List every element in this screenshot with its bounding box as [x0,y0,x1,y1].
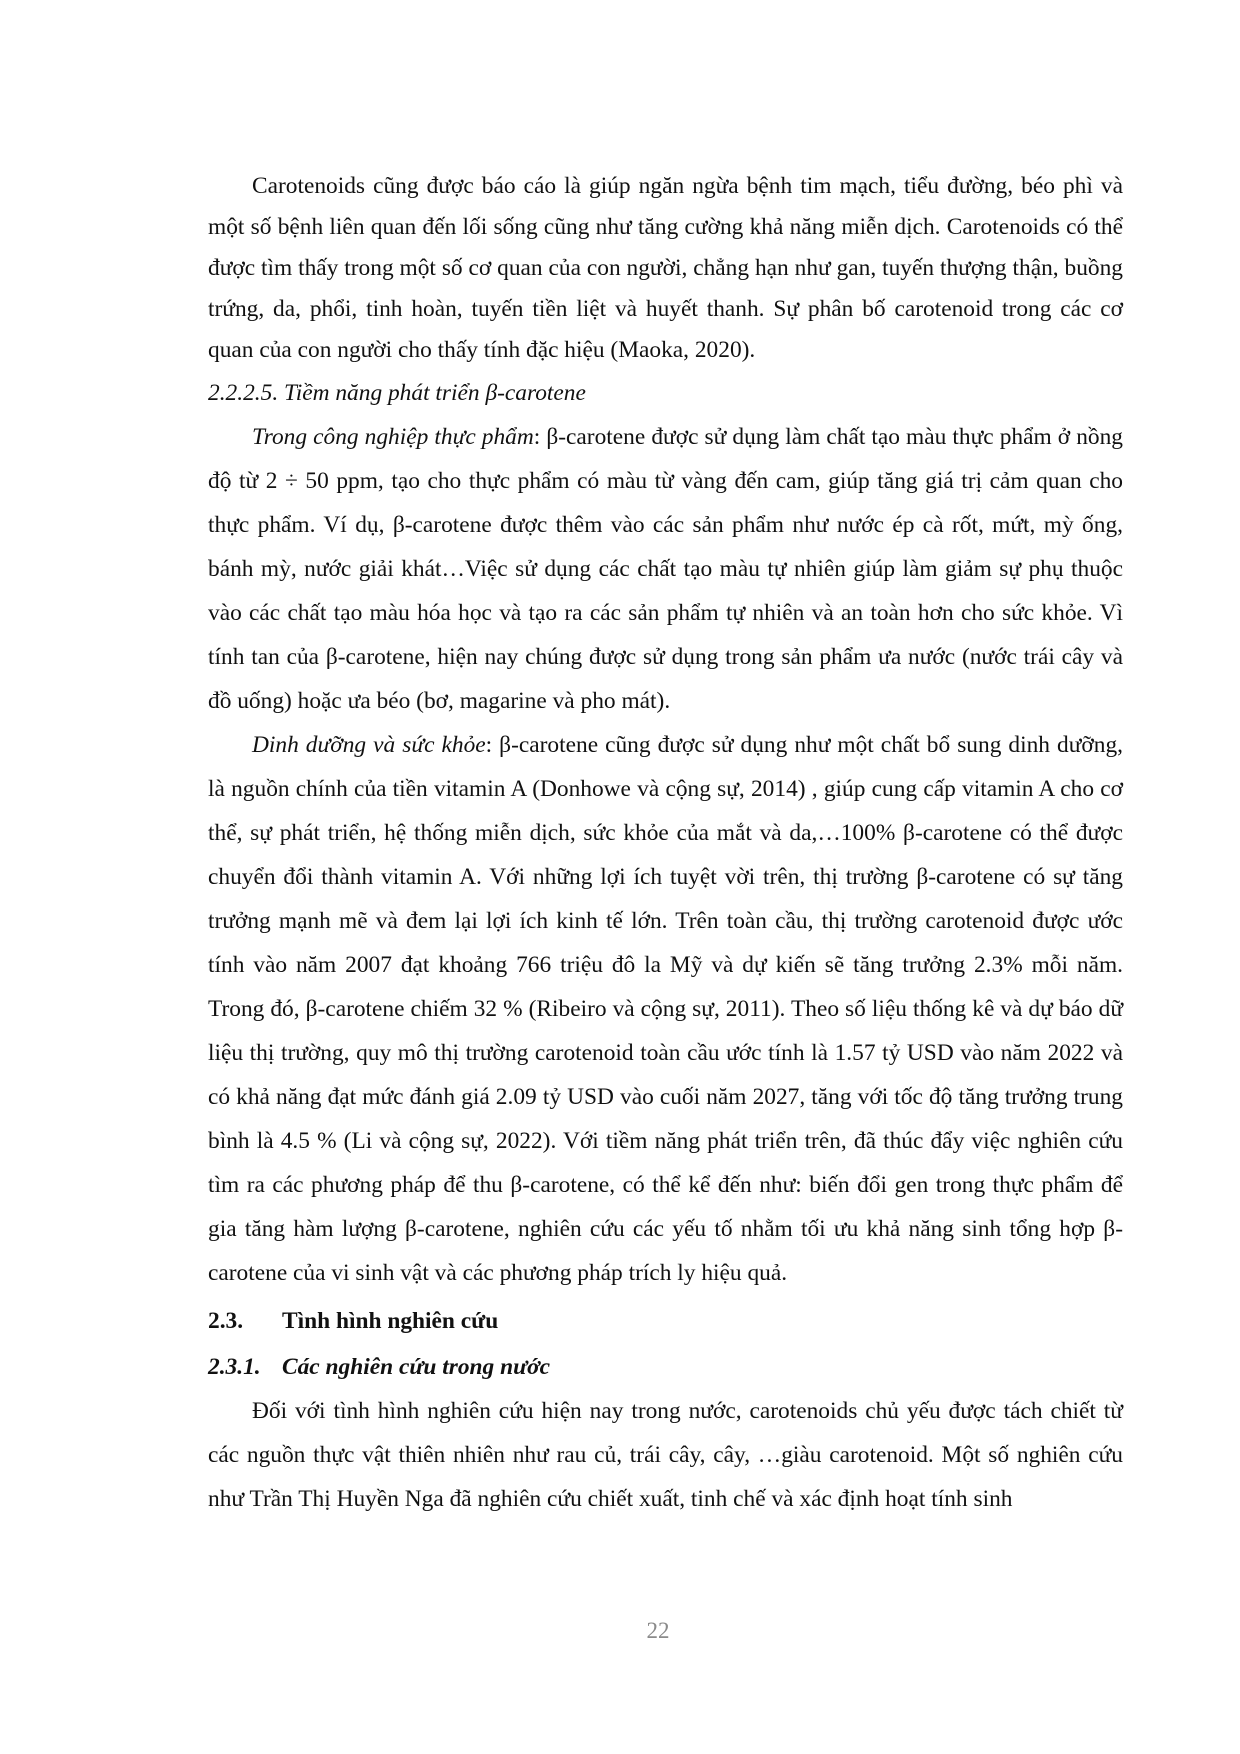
heading-2-3-1-title: Các nghiên cứu trong nước [282,1354,551,1380]
paragraph-domestic-research: Đối với tình hình nghiên cứu hiện nay trong nước, carotenoids chủ yếu được tách chiết từ các nguồn thực vật thiên nhiên như rau củ, trái cây, cây, …giàu carotenoid. Một số nghiên cứu như Trần Thị Huyền Nga đã nghiên cứu chiết xuất, tinh chế và xác định hoạt tính sinh [208,1398,1123,1512]
paragraph-carotenoids-health: Carotenoids cũng được báo cáo là giúp ngăn ngừa bệnh tim mạch, tiểu đường, béo phì và một số bệnh liên quan đến lối sống cũng như tăng cường khả năng miễn dịch. Carotenoids có thể được tìm thấy trong một số cơ quan của con người, chẳng hạn như gan, tuyến thượng thận, buồng trứng, da, phổi, tinh hoàn, tuyến tiền liệt và huyết thanh. Sự phân bố carotenoid trong các cơ quan của con người cho thấy tính đặc hiệu (Maoka, 2020). [208,173,1123,363]
heading-2-3-title: Tình hình nghiên cứu [282,1308,499,1334]
body-food-industry: : β-carotene được sử dụng làm chất tạo màu thực phẩm ở nồng độ từ 2 ÷ 50 ppm, tạo cho thực phẩm có màu từ vàng đến cam, giúp tăng giá trị cảm quan cho thực phẩm. Ví dụ, β-carotene được thêm vào các sản phẩm như nước ép cà rốt, mứt, mỳ ống, bánh mỳ, nước giải khát…Việc sử dụng các chất tạo màu tự nhiên giúp làm giảm sự phụ thuộc vào các chất tạo màu hóa học và tạo ra các sản phẩm tự nhiên và an toàn hơn cho sức khỏe. Vì tính tan của β-carotene, hiện nay chúng được sử dụng trong sản phẩm ưa nước (nước trái cây và đồ uống) hoặc ưa béo (bơ, magarine và pho mát). [208,424,1123,714]
paragraph-nutrition-health [208,723,1123,1295]
body-nutrition-health: : β-carotene cũng được sử dụng như một chất bổ sung dinh dưỡng, là nguồn chính của tiền vitamin A (Donhowe và cộng sự, 2014) , giúp cung cấp vitamin A cho cơ thể, sự phát triển, hệ thống miễn dịch, sức khỏe của mắt và da,…100% β-carotene có thể được chuyển đổi thành vitamin A. Với những lợi ích tuyệt vời trên, thị trường β-carotene có sự tăng trưởng mạnh mẽ và đem lại lợi ích kinh tế lớn. Trên toàn cầu, thị trường carotenoid được ước tính vào năm 2007 đạt khoảng 766 triệu đô la Mỹ và dự kiến sẽ tăng trưởng 2.3% mỗi năm. Trong đó, β-carotene chiếm 32 % (Ribeiro và cộng sự, 2011). Theo số liệu thống kê và dự báo dữ liệu thị trường, quy mô thị trường carotenoid toàn cầu ước tính là 1.57 tỷ USD vào năm 2022 và có khả năng đạt mức đánh giá 2.09 tỷ USD vào cuối năm 2027, tăng với tốc độ tăng trưởng trung bình là 4.5 % (Li và cộng sự, 2022). Với tiềm năng phát triển trên, đã thúc đẩy việc nghiên cứu tìm ra các phương pháp để thu β-carotene, có thể kể đến như: biến đổi gen trong thực phẩm để gia tăng hàm lượng β-carotene, nghiên cứu các yếu tố nhằm tối ưu khả năng sinh tổng hợp β-carotene của vi sinh vật và các phương pháp trích ly hiệu quả. [208,732,1123,1286]
heading-2-3 [208,1299,1123,1343]
paragraph-food-industry [208,415,1123,723]
heading-2-3-1-number: 2.3.1. [208,1354,261,1380]
heading-2-2-2-5: 2.2.2.5. Tiềm năng phát triển β-carotene [208,380,586,406]
page-number: 22 [646,1618,670,1643]
document-body [208,166,1123,1521]
heading-2-3-number: 2.3. [208,1308,244,1334]
heading-2-3-1 [208,1345,1123,1389]
lead-food-industry: Trong công nghiệp thực phẩm [252,424,534,450]
lead-nutrition-health: Dinh dưỡng và sức khỏe [252,732,486,758]
